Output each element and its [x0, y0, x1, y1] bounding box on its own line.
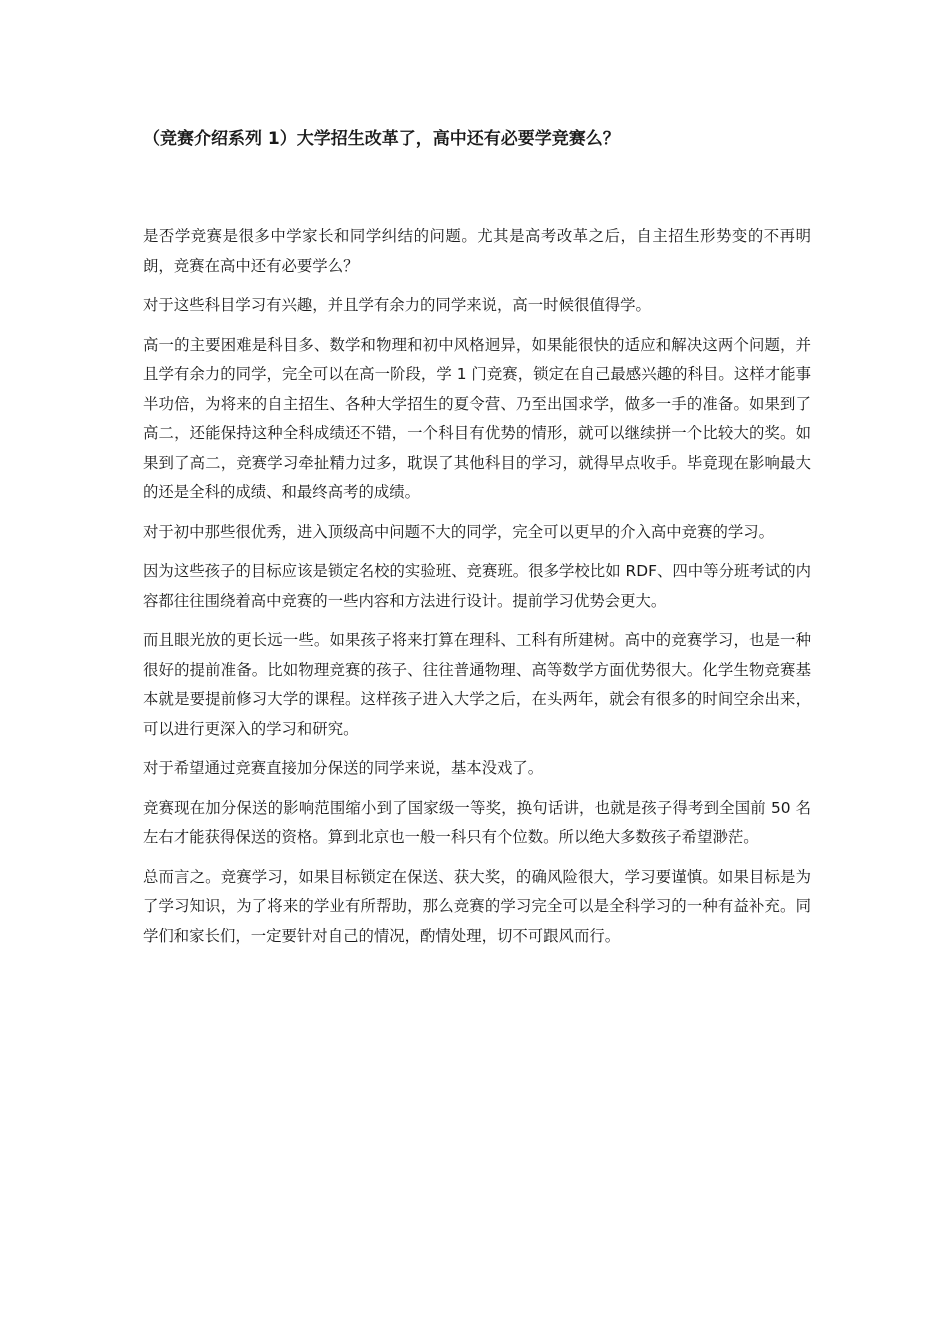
- document-title: （竞赛介绍系列 1）大学招生改革了，高中还有必要学竞赛么？: [143, 129, 620, 149]
- paragraph-3: 高一的主要困难是科目多、数学和物理和初中风格迥异，如果能很快的适应和解决这两个问题，并且学有余力的同学，完全可以在高一阶段，学 1 门竞赛，锁定在自己最感兴趣的科目。这样才能事半功倍，为将来的自主招生、各种大学招生的夏令营、乃至出国求学，做多一手的准备。如果到了高二，还能保持这种全科成绩还不错，一个科目有优势的情形，就可以继续拼一个比较大的奖。如果到了高二，竞赛学习牵扯精力过多，耽误了其他科目的学习，就得早点收手。毕竟现在影响最大的还是全科的成绩、和最终高考的成绩。: [143, 335, 811, 501]
- document-body: [143, 222, 811, 961]
- paragraph-1: 是否学竞赛是很多中学家长和同学纠结的问题。尤其是高考改革之后，自主招生形势变的不再明朗，竞赛在高中还有必要学么？: [143, 227, 811, 275]
- paragraph-8: 竞赛现在加分保送的影响范围缩小到了国家级一等奖，换句话讲，也就是孩子得考到全国前 50 名左右才能获得保送的资格。算到北京也一般一科只有个位数。所以绝大多数孩子希望渺茫。: [143, 798, 811, 846]
- paragraph-4: 对于初中那些很优秀，进入顶级高中问题不大的同学，完全可以更早的介入高中竞赛的学习。: [143, 522, 775, 541]
- paragraph-6: 而且眼光放的更长远一些。如果孩子将来打算在理科、工科有所建树。高中的竞赛学习，也是一种很好的提前准备。比如物理竞赛的孩子、往往普通物理、高等数学方面优势很大。化学生物竞赛基本就是要提前修习大学的课程。这样孩子进入大学之后，在头两年，就会有很多的时间空余出来，可以进行更深入的学习和研究。: [143, 631, 811, 738]
- paragraph-5: 因为这些孩子的目标应该是锁定名校的实验班、竞赛班。很多学校比如 RDF、四中等分班考试的内容都往往围绕着高中竞赛的一些内容和方法进行设计。提前学习优势会更大。: [143, 562, 811, 610]
- paragraph-2: 对于这些科目学习有兴趣，并且学有余力的同学来说，高一时候很值得学。: [143, 296, 651, 314]
- paragraph-9: 总而言之。竞赛学习，如果目标锁定在保送、获大奖，的确风险很大，学习要谨慎。如果目标是为了学习知识，为了将来的学业有所帮助，那么竞赛的学习完全可以是全科学习的一种有益补充。同学们和家长们，一定要针对自己的情况，酌情处理，切不可跟风而行。: [143, 867, 811, 945]
- paragraph-7: 对于希望通过竞赛直接加分保送的同学来说，基本没戏了。: [143, 759, 544, 777]
